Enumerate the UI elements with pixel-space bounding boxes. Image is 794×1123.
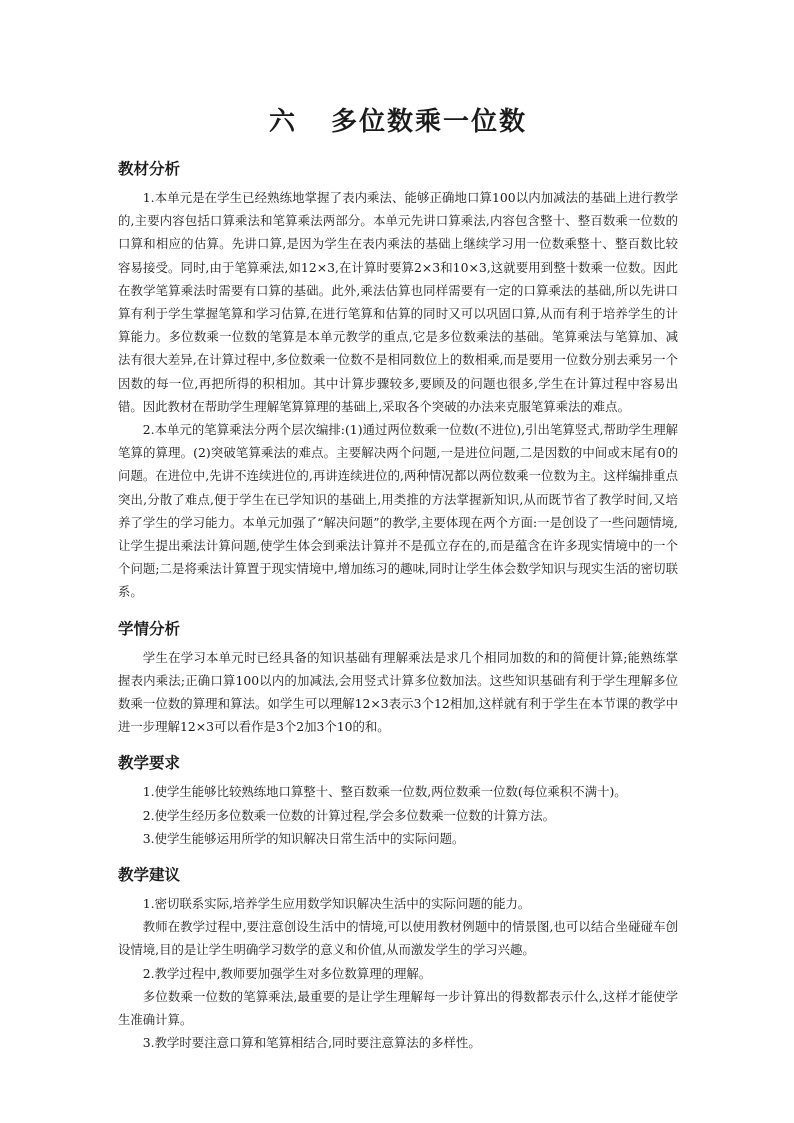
section-heading-suggestions: 教学建议 bbox=[118, 866, 181, 885]
suggestion-item-2-detail: 多位数乘一位数的笔算乘法,最重要的是让学生理解每一步计算出的得数都表示什么,这样才能使学生准确计算。 bbox=[118, 988, 678, 1028]
suggestion-item-1-detail: 教师在教学过程中,要注意创设生活中的情境,可以使用教材例题中的情景图,也可以结合坐碰碰车创设情境,目的是让学生明确学习数学的意义和价值,从而激发学生的学习兴趣。 bbox=[118, 919, 678, 958]
chapter-title-text: 多位数乘一位数 bbox=[331, 107, 528, 137]
document-page bbox=[118, 100, 678, 1055]
suggestion-item-3: 3.教学时要注意口算和笔算相结合,同时要注意算法的多样性。 bbox=[142, 1035, 481, 1051]
learner-analysis-paragraph: 学生在学习本单元时已经具备的知识基础有理解乘法是求几个相同加数的和的简便计算;能熟练掌握表内乘法;正确口算100以内的加减法,会用竖式计算多位数加法。这些知识基础有利于学生理解多位数乘一位数的算理和算法。如学生可以理解12×3表示3个12相加,这样就有利于学生在本节课的教学中进一步理解12×3可以看作是3个2加3个10的和。 bbox=[118, 649, 678, 735]
requirement-item-3: 3.使学生能够运用所学的知识解决日常生活中的实际问题。 bbox=[142, 830, 465, 846]
chapter-title bbox=[118, 104, 678, 140]
section-heading-requirements: 教学要求 bbox=[118, 754, 181, 773]
requirement-item-2: 2.使学生经历多位数乘一位数的计算过程,学会多位数乘一位数的计算方法。 bbox=[142, 807, 556, 823]
section-heading-learner-analysis: 学情分析 bbox=[118, 619, 181, 638]
material-analysis-paragraph-2: 2.本单元的笔算乘法分两个层次编排:(1)通过两位数乘一位数(不进位),引出笔算竖式,帮助学生理解笔算的算理。(2)突破笔算乘法的难点。主要解决两个问题,一是进位问题,二是因数的中间或末尾有0的问题。在进位中,先讲不连续进位的,再讲连续进位的,两种情况都以两位数乘一位数为主。这样编排重点突出,分散了难点,便于学生在已学知识的基础上,用类推的方法掌握新知识,从而既节省了教学时间,又培养了学生的学习能力。本单元加强了“解决问题”的教学,主要体现在两个方面:一是创设了一些问题情境,让学生提出乘法计算问题,使学生体会到乘法计算并不是孤立存在的,而是蕴含在许多现实情境中的一个个问题;二是将乘法计算置于现实情境中,增加练习的趣味,同时让学生体会数学知识与现实生活的密切联系。 bbox=[118, 422, 678, 600]
requirement-item-1: 1.使学生能够比较熟练地口算整十、整百数乘一位数,两位数乘一位数(每位乘积不满十)。 bbox=[142, 784, 627, 800]
suggestion-item-1: 1.密切联系实际,培养学生应用数学知识解决生活中的实际问题的能力。 bbox=[142, 896, 531, 912]
section-heading-material-analysis: 教材分析 bbox=[118, 160, 181, 178]
suggestion-item-2: 2.教学过程中,教师要加强学生对多位数算理的理解。 bbox=[142, 965, 432, 981]
chapter-number: 六 bbox=[268, 107, 297, 137]
material-analysis-paragraph-1: 1.本单元是在学生已经熟练地掌握了表内乘法、能够正确地口算100以内加减法的基础上进行教学的,主要内容包括口算乘法和笔算乘法两部分。本单元先讲口算乘法,内容包含整十、整百数乘一位数的口算和相应的估算。先讲口算,是因为学生在表内乘法的基础上继续学习用一位数乘整十、整百数比较容易接受。同时,由于笔算乘法,如12×3,在计算时要算2×3和10×3,这就要用到整十数乘一位数。因此在教学笔算乘法时需要有口算的基础。此外,乘法估算也同样需要有一定的口算乘法的基础,所以先讲口算有利于学生掌握笔算和学习估算,在进行笔算和估算的同时又可以巩固口算,从而有利于培养学生的计算能力。多位数乘一位数的笔算是本单元教学的重点,它是多位数乘法的基础。笔算乘法与笔算加、减法有很大差异,在计算过程中,多位数乘一位数不是相同数位上的数相乘,而是要用一位数分别去乘另一个因数的每一位,再把所得的积相加。其中计算步骤较多,要顾及的问题也很多,学生在计算过程中容易出错。因此教材在帮助学生理解笔算算理的基础上,采取各个突破的办法来克服笔算乘法的难点。 bbox=[118, 190, 678, 414]
